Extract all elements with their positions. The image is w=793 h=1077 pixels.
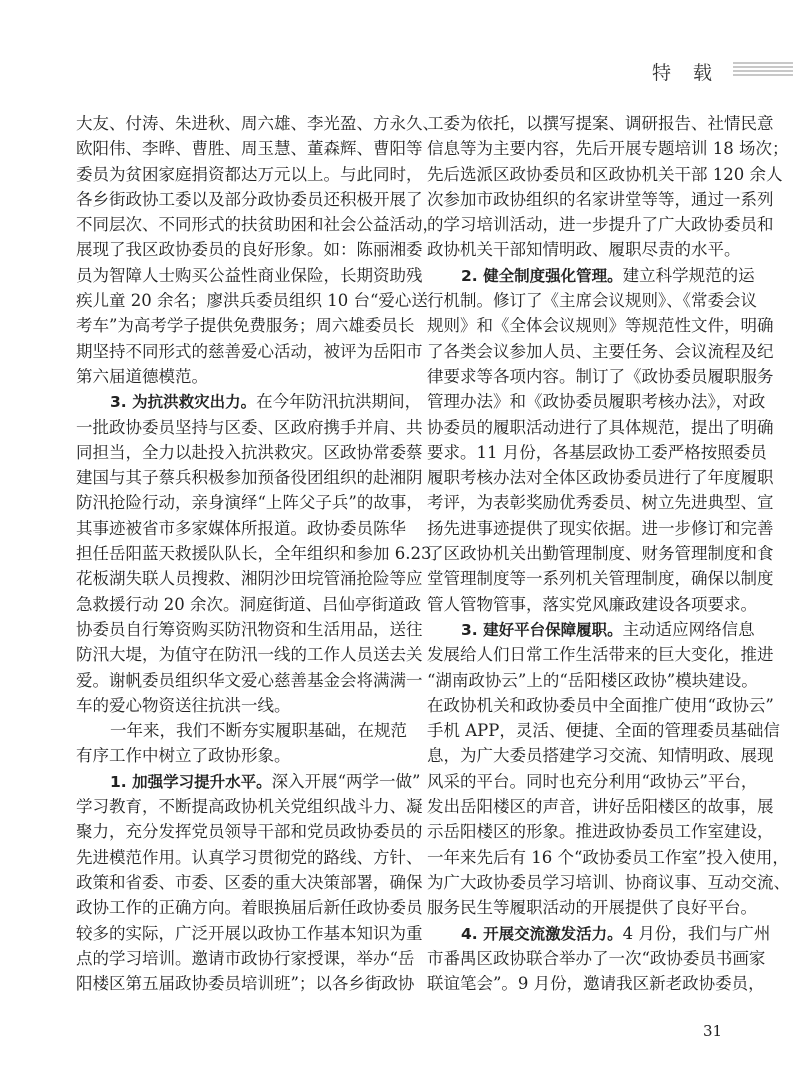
paragraph <box>427 921 771 997</box>
line-text: 爱。谢帆委员组织华文爱心慈善基金会将满满一 <box>76 670 423 690</box>
line-text: 展现了我区政协委员的良好形象。如：陈丽湘委 <box>76 240 423 260</box>
line-text: 市番禺区政协联合举办了一次“政协委员书画家 <box>427 948 766 968</box>
text-line <box>76 668 423 693</box>
text-line <box>76 743 389 768</box>
line-text: 管人管物管事，落实党风廉政建设各项要求。 <box>427 594 757 614</box>
line-text: 员为智障人士购买公益性商业保险，长期资助残 <box>76 265 423 285</box>
line-text: 的学习培训活动，进一步提升了广大政协委员和 <box>427 215 774 235</box>
text-line <box>76 845 423 870</box>
line-text: 为广大政协委员学习培训、协商议事、互动交流、 <box>427 872 790 892</box>
text-line <box>76 237 423 262</box>
paragraph <box>76 769 423 997</box>
line-text: 防汛大堤，为值守在防汛一线的工作人员送去关 <box>76 645 423 665</box>
text-line <box>76 490 423 515</box>
line-text: 主动适应网络信息 <box>622 619 755 639</box>
text-line <box>76 946 415 971</box>
paragraph-heading: 3. 为抗洪救灾出力。 <box>110 393 257 412</box>
line-text: 考车”为高考学子提供免费服务；周六雄委员长 <box>76 316 415 336</box>
line-text: 较多的实际，广泛开展以政协工作基本知识为重 <box>76 923 423 943</box>
paragraph-heading: 3. 建好平台保障履职。 <box>461 620 623 639</box>
text-line <box>76 769 421 794</box>
text-line <box>76 111 439 136</box>
line-text: 在政协机关和政协委员中全面推广使用“政协云” <box>427 695 774 715</box>
line-text: 建立科学规范的运 <box>622 265 755 285</box>
paragraph <box>76 718 407 769</box>
text-line <box>427 288 757 313</box>
text-line <box>427 845 789 870</box>
line-text: 担任岳阳蓝天救援队队长，全年组织和参加 6.23 <box>76 544 432 564</box>
text-line <box>427 592 757 617</box>
line-text: 次参加市政协组织的名家讲堂等等，通过一系列 <box>427 189 774 209</box>
text-line <box>427 136 789 161</box>
line-text: 防汛抢险行动，亲身演绎“上阵父子兵”的故事， <box>76 493 423 513</box>
line-text: 4 月份，我们与广州 <box>622 923 771 943</box>
line-text: 建国与其子蔡兵积极参加预备役团组织的赴湘阴 <box>76 468 423 488</box>
text-line <box>76 288 428 313</box>
text-line <box>76 313 415 338</box>
text-line <box>427 769 758 794</box>
text-line <box>427 668 758 693</box>
text-line <box>76 389 422 414</box>
text-line <box>427 946 766 971</box>
line-text: 点的学习培训。邀请市政协行家授课，举办“岳 <box>76 948 415 968</box>
line-text: 服务民生等履职活动的开展提供了良好平台。 <box>427 898 757 918</box>
text-line <box>76 364 389 389</box>
line-text: 阳楼区第五届政协委员培训班”；以各乡街政协 <box>76 974 415 994</box>
text-line <box>427 339 774 364</box>
line-text: 了各类会议参加人员、主要任务、会议流程及纪 <box>427 341 774 361</box>
text-line <box>427 364 774 389</box>
text-line <box>76 794 423 819</box>
line-text: 大友、付涛、朱进秋、周六雄、李光盈、方永久、 <box>76 114 439 133</box>
text-line <box>427 895 757 920</box>
paragraph <box>427 111 789 263</box>
paragraph <box>427 617 790 921</box>
line-text: 示岳阳楼区的形象。推进政协委员工作室建设， <box>427 822 774 842</box>
line-text: 欧阳伟、李晔、曹胜、周玉慧、董森辉、曹阳等 <box>76 139 423 159</box>
line-text: 政协工作的正确方向。着眼换届后新任政协委员 <box>76 898 423 918</box>
line-text: 一年来先后有 16 个“政协委员工作室”投入使用， <box>427 847 789 867</box>
line-text: 律要求等各项内容。制订了《政协委员履职服务 <box>427 366 774 386</box>
line-text: 急救援行动 20 余次。洞庭街道、吕仙亭街道政 <box>76 594 421 614</box>
line-text: 规则》和《全体会议规则》等规范性文件，明确 <box>427 316 774 336</box>
line-text: 一批政协委员坚持与区委、区政府携手并肩、共 <box>76 417 423 437</box>
line-text: 政策和省委、市委、区委的重大决策部署，确保 <box>76 872 423 892</box>
line-text: 第六届道德模范。 <box>76 366 208 386</box>
text-line <box>427 541 774 566</box>
text-line <box>76 465 423 490</box>
line-text: 发出岳阳楼区的声音，讲好岳阳楼区的故事，展 <box>427 797 774 817</box>
text-line <box>76 541 432 566</box>
text-line <box>427 465 774 490</box>
line-text: “湖南政协云”上的“岳阳楼区政协”模块建设。 <box>427 670 758 690</box>
line-text: 车的爱心物资送往抗洪一线。 <box>76 695 291 715</box>
line-text: 管理办法》和《政协委员履职考核办法》，对政 <box>427 392 766 412</box>
text-line <box>427 187 774 212</box>
line-text: 扬先进事迹提供了现实依据。进一步修订和完善 <box>427 518 774 538</box>
line-text: 深入开展“两学一做” <box>271 771 421 791</box>
line-text: 协委员自行筹资购买防汛物资和生活用品，送往 <box>76 619 423 639</box>
paragraph <box>76 389 432 718</box>
text-line <box>427 516 774 541</box>
text-line <box>427 440 767 465</box>
text-line <box>76 819 423 844</box>
line-text: 期坚持不同形式的慈善爱心活动，被评为岳阳市 <box>76 341 423 361</box>
text-line <box>76 693 389 718</box>
line-text: 风采的平台。同时也充分利用“政协云”平台， <box>427 771 758 791</box>
text-line <box>76 617 423 642</box>
text-line <box>427 566 774 591</box>
line-text: 先后选派区政协委员和区政协机关干部 120 余人 <box>427 164 783 184</box>
paragraph <box>76 111 439 389</box>
text-line <box>427 490 774 515</box>
paragraph-heading: 4. 开展交流激发活力。 <box>461 924 623 943</box>
paragraph-heading: 1. 加强学习提升水平。 <box>110 772 272 791</box>
text-line <box>76 187 423 212</box>
text-line <box>427 263 755 288</box>
line-text: 花板湖失联人员搜救、湘阴沙田垸管涌抢险等应 <box>76 569 423 589</box>
line-text: 工委为依托，以撰写提案、调研报告、社情民意 <box>427 114 774 133</box>
text-line <box>76 162 423 187</box>
text-line <box>427 313 774 338</box>
text-line <box>427 617 755 642</box>
text-line <box>76 642 423 667</box>
text-line <box>76 136 423 161</box>
text-line <box>427 870 790 895</box>
text-line <box>76 592 421 617</box>
text-line <box>76 921 423 946</box>
text-line <box>427 794 774 819</box>
line-text: 发展给人们日常工作生活带来的巨大变化，推进 <box>427 645 774 665</box>
line-text: 手机 APP，灵活、便捷、全面的管理委员基础信 <box>427 721 780 741</box>
text-line <box>427 237 740 262</box>
text-line <box>427 162 783 187</box>
text-line <box>427 212 774 237</box>
text-line <box>427 111 774 136</box>
page-number: 31 <box>703 1022 723 1040</box>
line-text: 堂管理制度等一系列机关管理制度，确保以制度 <box>427 569 774 589</box>
line-text: 各乡街政协工委以及部分政协委员还积极开展了 <box>76 189 423 209</box>
line-text: 委员为贫困家庭捐资都达万元以上。与此同时， <box>76 164 423 184</box>
text-column-right <box>427 111 790 996</box>
line-text: 履职考核办法对全体区政协委员进行了年度履职 <box>427 468 774 488</box>
line-text: 行机制。修订了《主席会议规则》、《常委会议 <box>427 291 757 311</box>
line-text: 要求。11 月份，各基层政协工委严格按照委员 <box>427 442 767 462</box>
line-text: 了区政协机关出勤管理制度、财务管理制度和食 <box>427 544 774 564</box>
text-line <box>76 440 423 465</box>
text-line <box>427 693 774 718</box>
line-text: 聚力，充分发挥党员领导干部和党员政协委员的 <box>76 822 423 842</box>
text-line <box>76 212 439 237</box>
line-text: 先进模范作用。认真学习贯彻党的路线、方针、 <box>76 847 423 867</box>
line-text: 同担当，全力以赴投入抗洪救灾。区政协常委蔡 <box>76 442 423 462</box>
text-line <box>76 415 423 440</box>
text-line <box>76 718 407 743</box>
line-text: 在今年防汛抗洪期间， <box>256 392 422 412</box>
text-line <box>76 566 423 591</box>
line-text: 其事迹被省市多家媒体所报道。政协委员陈华 <box>76 518 406 538</box>
text-line <box>427 819 774 844</box>
line-text: 联谊笔会”。9 月份，邀请我区新老政协委员， <box>427 974 765 994</box>
header-decoration-stripes <box>733 62 793 78</box>
paragraph-heading: 2. 健全制度强化管理。 <box>461 266 623 285</box>
paragraph <box>427 263 774 617</box>
line-text: 息，为广大委员搭建学习交流、知情明政、展现 <box>427 746 774 766</box>
text-line <box>427 743 774 768</box>
line-text: 学习教育，不断提高政协机关党组织战斗力、凝 <box>76 797 423 817</box>
text-line <box>76 870 423 895</box>
line-text: 疾儿童 20 余名；廖洪兵委员组织 10 台“爱心送 <box>76 291 428 311</box>
text-line <box>427 971 765 996</box>
section-title: 特 载 <box>652 62 721 84</box>
text-line <box>427 718 780 743</box>
text-line <box>427 921 771 946</box>
line-text: 不同层次、不同形式的扶贫助困和社会公益活动， <box>76 215 439 235</box>
text-line <box>76 516 406 541</box>
text-line <box>427 642 774 667</box>
text-line <box>76 263 423 288</box>
text-column-left <box>76 111 439 996</box>
text-line <box>76 339 423 364</box>
line-text: 政协机关干部知情明政、履职尽责的水平。 <box>427 240 741 260</box>
line-text: 协委员的履职活动进行了具体规范，提出了明确 <box>427 417 774 437</box>
line-text: 考评，为表彰奖励优秀委员、树立先进典型、宣 <box>427 493 774 513</box>
text-line <box>427 415 774 440</box>
line-text: 有序工作中树立了政协形象。 <box>76 746 291 766</box>
line-text: 一年来，我们不断夯实履职基础，在规范 <box>110 721 407 741</box>
line-text: 信息等为主要内容，先后开展专题培训 18 场次； <box>427 139 789 159</box>
text-line <box>76 971 415 996</box>
text-line <box>76 895 423 920</box>
text-line <box>427 389 766 414</box>
